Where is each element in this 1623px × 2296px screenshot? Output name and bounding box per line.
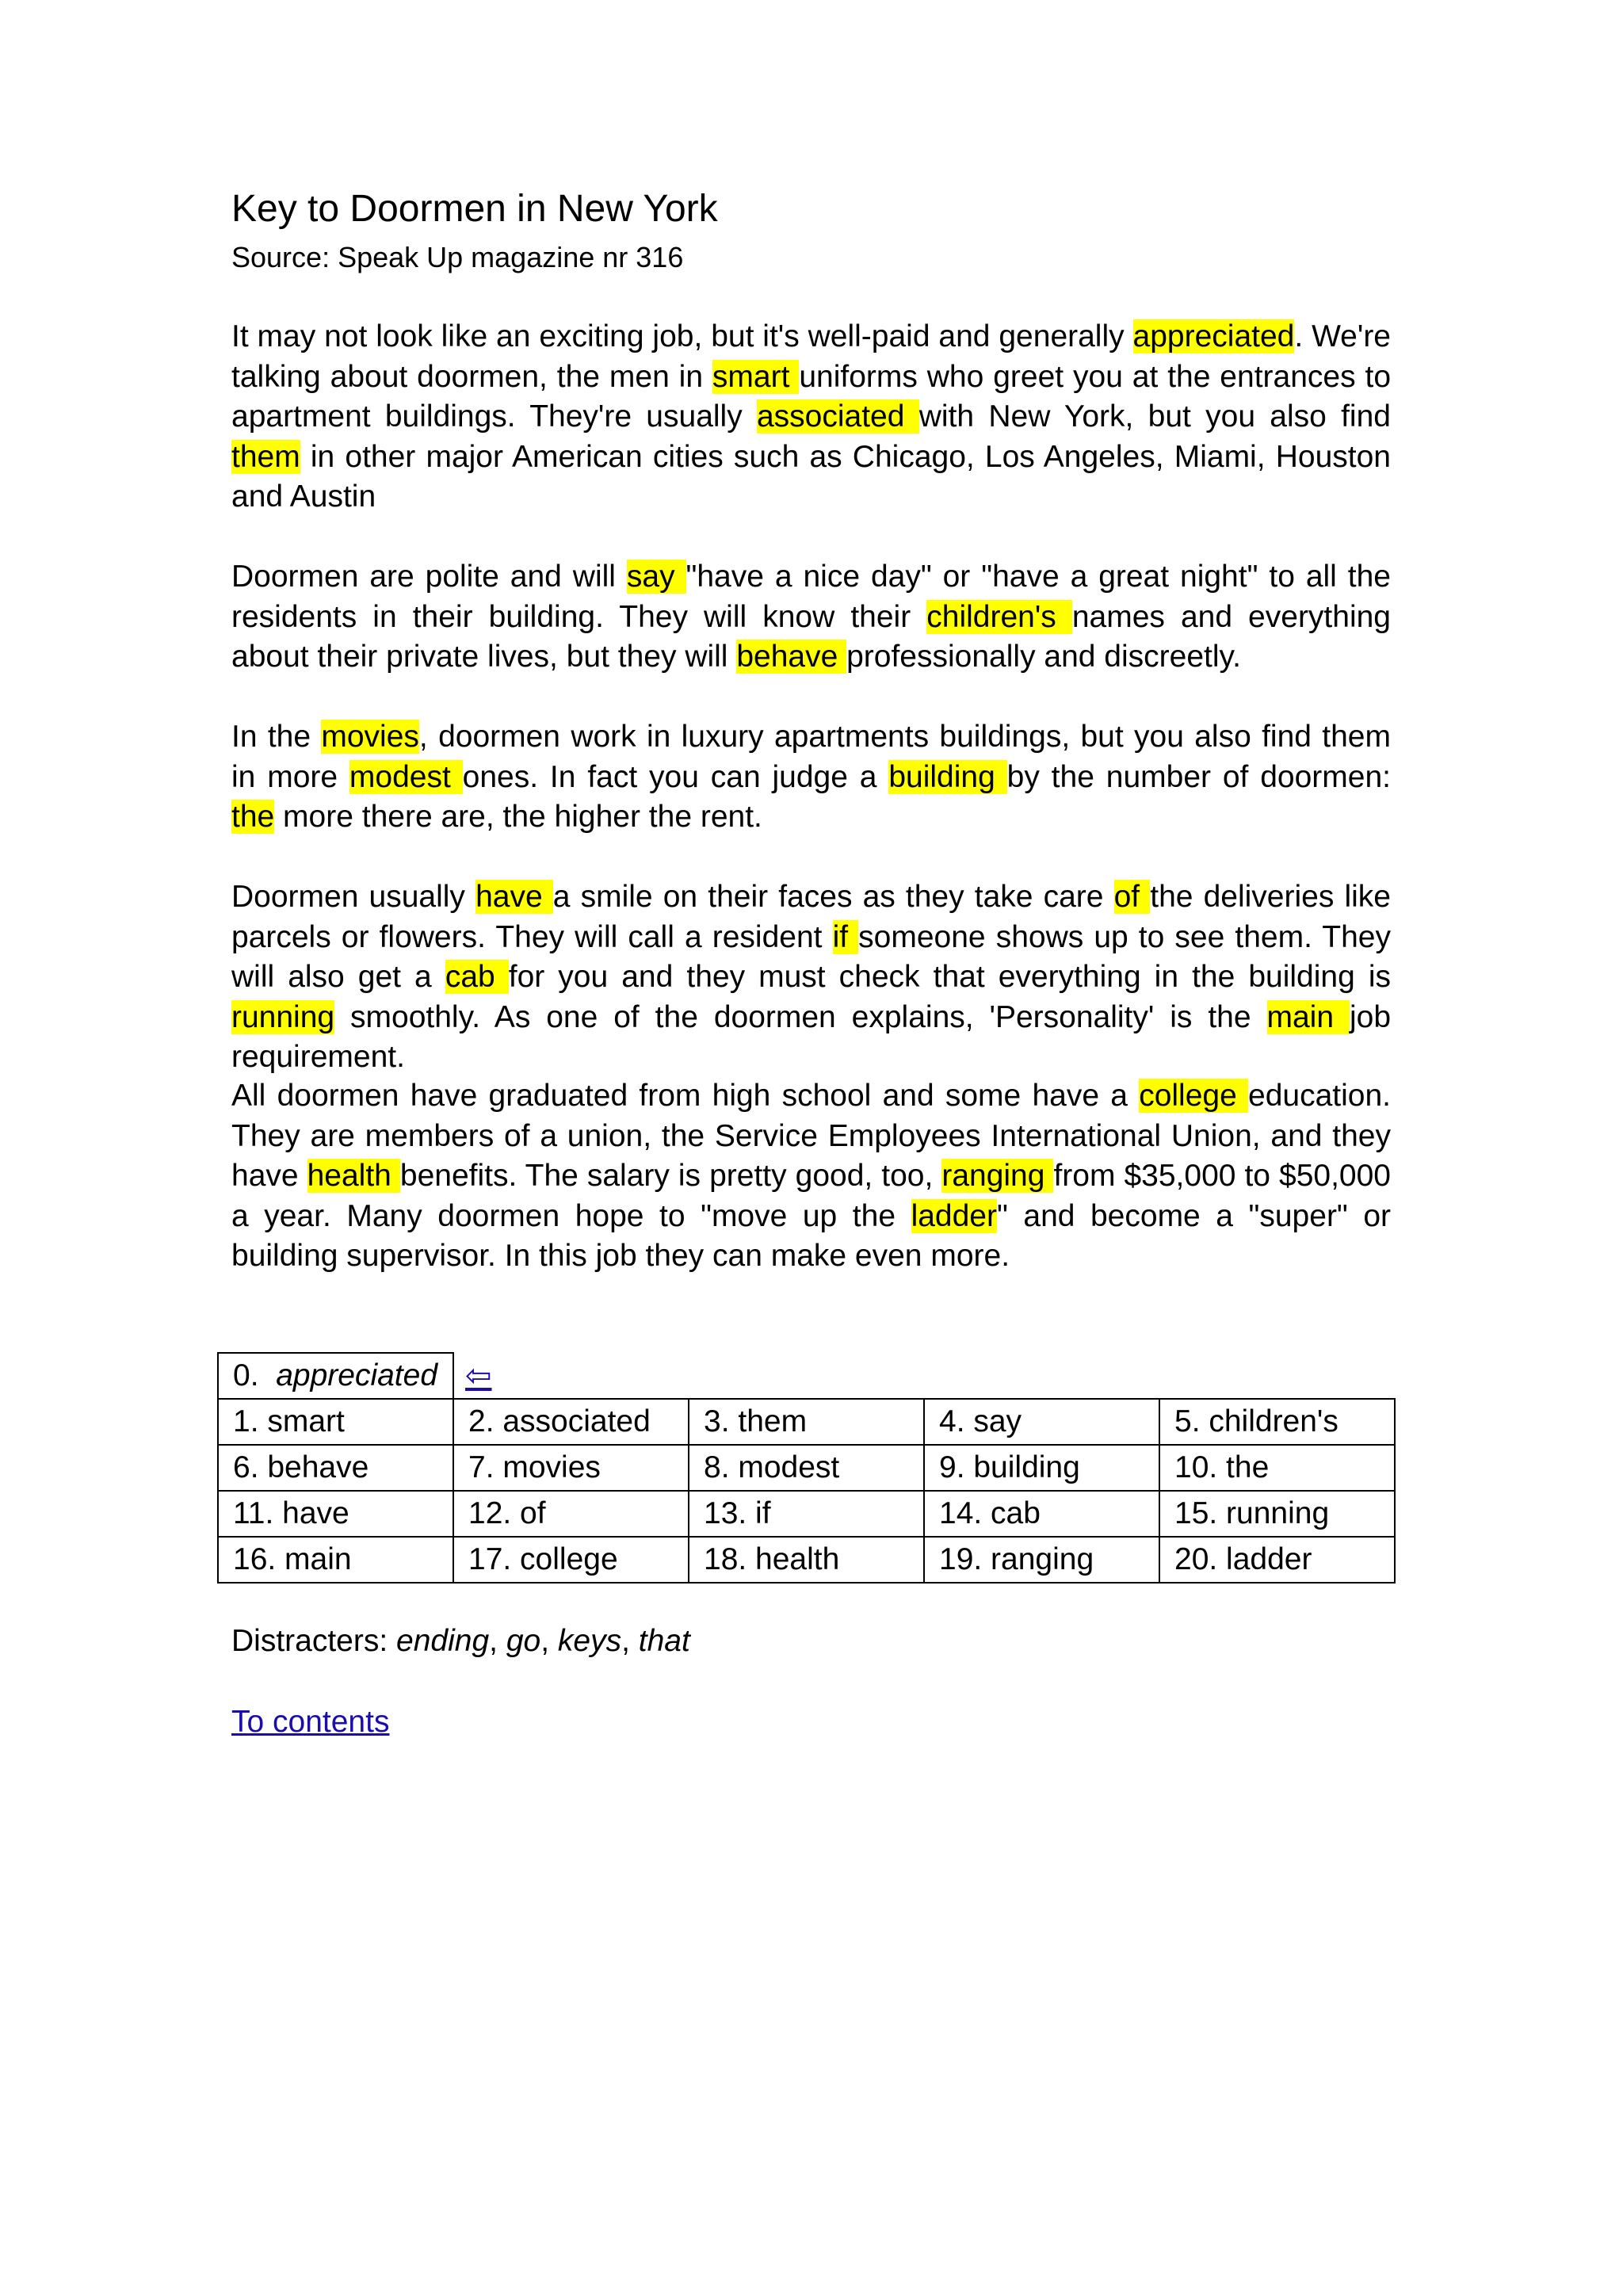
- highlighted-answer: running: [231, 999, 335, 1034]
- text-run: from $35,000 to $50,000 a year. Many doormen hope to "move up the: [231, 1159, 1391, 1233]
- text-run: benefits. The salary is pretty good, too,: [399, 1159, 942, 1193]
- answer-cell: 17. college: [453, 1537, 689, 1583]
- answer-cell: 9. building: [924, 1445, 1159, 1491]
- highlighted-answer: modest: [349, 759, 463, 794]
- table-row: [218, 1353, 1395, 1399]
- distracter-word: keys: [557, 1624, 622, 1658]
- distracter-word: that: [638, 1624, 690, 1658]
- answer-cell: 10. the: [1159, 1445, 1395, 1491]
- answer-cell: 6. behave: [218, 1445, 453, 1491]
- highlighted-answer: if: [832, 919, 859, 954]
- highlighted-answer: them: [231, 439, 300, 474]
- to-contents-link[interactable]: To contents: [231, 1705, 390, 1739]
- answer-cell: 19. ranging: [924, 1537, 1159, 1583]
- back-arrow-icon[interactable]: ⇦: [465, 1358, 492, 1393]
- distracters-line: Distracters: ending, go, keys, that: [231, 1624, 690, 1658]
- highlighted-answer: movies: [321, 720, 419, 754]
- text-run: names and everything about their private lives, but they will: [231, 599, 1391, 674]
- text-run: job requirement.: [231, 999, 1392, 1074]
- text-run: for you and they must check that everything in the building is: [508, 960, 1392, 994]
- highlighted-answer: have: [475, 880, 553, 914]
- answer-cell: 13. if: [689, 1491, 924, 1537]
- answer-cell: 12. of: [453, 1491, 689, 1537]
- highlighted-answer: building: [888, 759, 1007, 794]
- answer-cell: 15. running: [1159, 1491, 1395, 1537]
- example-cell: [218, 1353, 453, 1399]
- answer-cell: 4. say: [924, 1399, 1159, 1445]
- highlighted-answer: children's: [926, 599, 1072, 634]
- answer-cell: 2. associated: [453, 1399, 689, 1445]
- answer-cell: 5. children's: [1159, 1399, 1395, 1445]
- text-run: the deliveries like parcels or flowers. They will call a resident: [231, 880, 1391, 954]
- distracter-word: ending: [396, 1624, 490, 1658]
- paragraph-5: [231, 1076, 1391, 1277]
- text-run: "have a nice day" or "have a great night" to all the residents in their building. They will know their: [231, 560, 1391, 634]
- text-run: , doormen work in luxury apartments buildings, but you also find them in more: [231, 720, 1391, 794]
- text-run: with New York, but you also find: [918, 399, 1391, 434]
- paragraph-3: [231, 717, 1391, 838]
- answer-cell: 1. smart: [218, 1399, 453, 1445]
- highlighted-answer: smart: [712, 359, 800, 394]
- text-run: by the number of doormen:: [1006, 759, 1391, 794]
- highlighted-answer: ladder: [911, 1198, 997, 1233]
- highlighted-answer: main: [1266, 999, 1350, 1034]
- text-run: more there are, the higher the rent.: [274, 800, 762, 834]
- answer-cell: 20. ladder: [1159, 1537, 1395, 1583]
- text-run: " and become a "super" or building supervisor. In this job they can make even more.: [231, 1198, 1391, 1273]
- answer-cell: 14. cab: [924, 1491, 1159, 1537]
- text-run: In the: [231, 720, 322, 754]
- source-line: Source: Speak Up magazine nr 316: [231, 241, 684, 273]
- highlighted-answer: of: [1113, 880, 1151, 914]
- example-number: 0.: [233, 1358, 259, 1392]
- text-run: It may not look like an exciting job, but it's well-paid and generally: [231, 319, 1133, 353]
- back-link-cell: [453, 1353, 689, 1399]
- text-run: professionally and discreetly.: [846, 640, 1241, 674]
- text-run: education. They are members of a union, the Service Employees International Union, and they have: [231, 1079, 1391, 1193]
- answer-table: [217, 1352, 1396, 1584]
- text-run: a smile on their faces as they take care: [552, 880, 1114, 914]
- table-row: [218, 1399, 1395, 1445]
- text-run: ones. In fact you can judge a: [462, 759, 889, 794]
- text-run: Doormen are polite and will: [231, 560, 627, 594]
- text-run: Doormen usually: [231, 880, 476, 914]
- highlighted-answer: college: [1139, 1079, 1249, 1113]
- text-run: . We're talking about doormen, the men in: [231, 319, 1391, 394]
- table-row: [218, 1445, 1395, 1491]
- highlighted-answer: health: [307, 1159, 400, 1193]
- answer-cell: 18. health: [689, 1537, 924, 1583]
- answer-cell: 7. movies: [453, 1445, 689, 1491]
- answer-cell: 16. main: [218, 1537, 453, 1583]
- table-row: [218, 1491, 1395, 1537]
- paragraph-1: [231, 317, 1391, 518]
- highlighted-answer: ranging: [941, 1159, 1054, 1193]
- text-run: someone shows up to see them. They will also get a: [231, 919, 1391, 994]
- answer-cell: 3. them: [689, 1399, 924, 1445]
- highlighted-answer: associated: [756, 399, 919, 434]
- highlighted-answer: cab: [445, 960, 509, 994]
- highlighted-answer: appreciated: [1132, 319, 1295, 353]
- table-row: [218, 1537, 1395, 1583]
- text-run: All doormen have graduated from high school and some have a: [231, 1079, 1140, 1113]
- highlighted-answer: say: [626, 560, 686, 594]
- highlighted-answer: the: [231, 800, 275, 834]
- paragraph-2: [231, 557, 1391, 678]
- distracter-word: go: [506, 1624, 541, 1658]
- answer-cell: 11. have: [218, 1491, 453, 1537]
- example-word: appreciated: [276, 1358, 438, 1392]
- page-title: Key to Doormen in New York: [231, 188, 718, 230]
- text-run: smoothly. As one of the doormen explains, 'Personality' is the: [334, 999, 1267, 1034]
- text-run: in other major American cities such as Chicago, Los Angeles, Miami, Houston and Austin: [231, 439, 1391, 514]
- distracters-label: Distracters:: [231, 1624, 397, 1658]
- paragraph-4: [231, 877, 1391, 1078]
- text-run: uniforms who greet you at the entrances to apartment buildings. They're usually: [231, 359, 1392, 434]
- highlighted-answer: behave: [736, 640, 847, 674]
- answer-cell: 8. modest: [689, 1445, 924, 1491]
